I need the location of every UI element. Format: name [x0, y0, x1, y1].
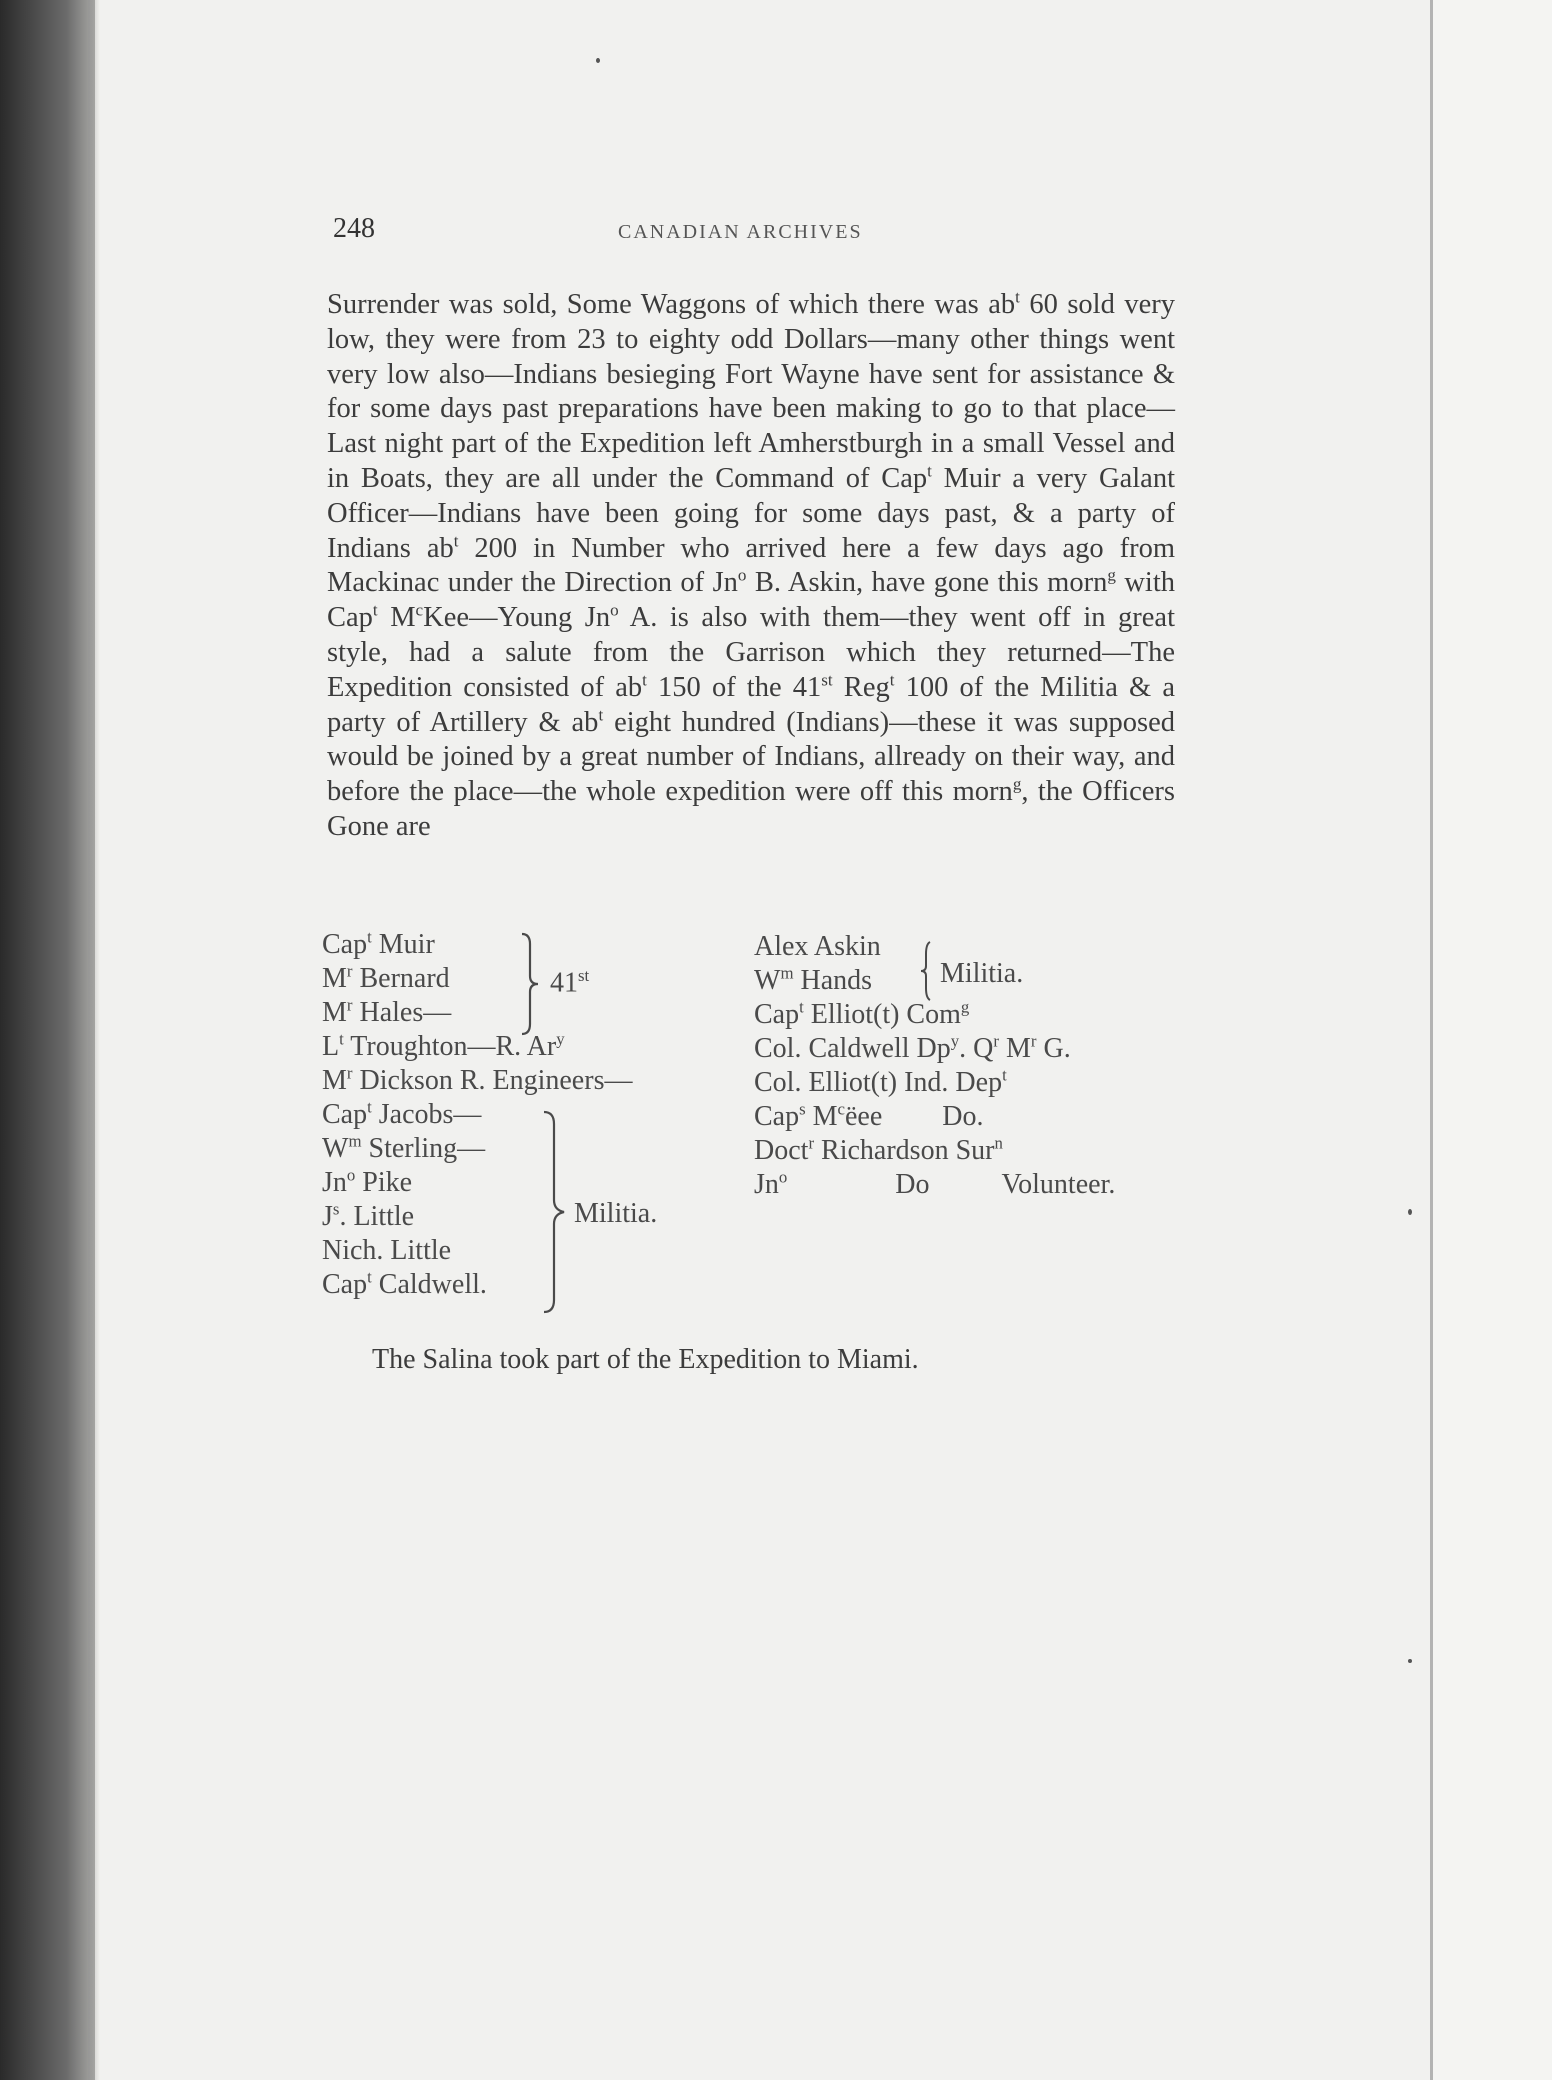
page-number: 248 — [333, 213, 375, 244]
officer-row: Cap$^t$ Jacobs— — [322, 1097, 482, 1130]
officer-row: Cap$^t$ Muir — [322, 927, 435, 960]
officer-row: $W^m$ Sterling— — [322, 1131, 486, 1164]
officer-row: $L^t$ Troughton—R. Ar$^y$ — [322, 1029, 565, 1062]
scan-speck — [1408, 1659, 1412, 1663]
officer-row: $W^m$ Hands — [754, 963, 873, 996]
officer-row: Cap$^t$ Elliot(t) Com$^g$ — [754, 997, 970, 1030]
group-militia-label-right: Militia. — [940, 958, 1024, 989]
group-militia-label-left: Militia. — [574, 1198, 658, 1229]
officer-row: Cap$^s$ $M^cëee$ Do. — [754, 1099, 984, 1132]
officer-row: $J^s$. Little — [322, 1199, 415, 1232]
gutter-gradient — [88, 0, 100, 2080]
page-header — [333, 213, 1178, 253]
book-spine-shadow — [0, 0, 95, 2080]
officer-row: Cap$^t$ Caldwell. — [322, 1267, 487, 1300]
officers-list-right — [754, 930, 1115, 1202]
scan-speck — [596, 58, 600, 63]
brace-41st — [518, 932, 542, 1036]
officer-row: $M^r$ Hales— — [322, 995, 452, 1028]
officer-row: Nich. Little — [322, 1235, 452, 1266]
closing-line: The Salina took part of the Expedition to Miami. — [372, 1344, 919, 1375]
brace-militia-left — [540, 1110, 568, 1314]
group-41st-label: 41st — [550, 966, 590, 999]
running-head: CANADIAN ARCHIVES — [618, 221, 863, 243]
body-paragraph: Surrender was sold, Some Waggons of which there was $ab^t$ 60 sold very low, they were from 23 to eighty odd Dollars—many other things went very low also—Indians besieging Fort Wayne have sent for assistance & for some days past preparations have been making to go to that place—Last night part of the Expedition left Amherstburgh in a small Vessel and in Boats, they are all under the Command of Cap$^t$ Muir a very Galant Officer—Indians have been going for some days past, & a party of Indians $ab^t$ 200 in Number who arrived here a few days ago from Mackinac under the Direction of Jn$^o$ B. Askin, have gone this morn$^g$ with Cap$^t$ $M^cKee—Young$ Jn$^o$ A. is also with them—they went off in great style, had a salute from the Garrison which they returned—The Expedition consisted of $ab^t$ 150 of the 41st Reg$^t$ 100 of the Militia & a party of Artillery & $ab^t$ eight hundred (Indians)—these it was supposed would be joined by a great number of Indians, allready on their way, and before the place—the whole expedition were off this morn$^g$, the Officers Gone are — [327, 287, 1176, 842]
officer-row: Jn$^o$ Do Volunteer. — [754, 1167, 1116, 1200]
officer-row: $M^r$ Dickson R. Engineers— — [322, 1063, 633, 1096]
officer-row: Col. Elliot(t) Ind. Dep$^t$ — [754, 1065, 1007, 1098]
officer-row: Col. Caldwell Dp$^y$. $Q^r$ $M^r$ G. — [754, 1031, 1071, 1064]
brace-militia-right — [918, 940, 934, 1002]
officer-row: $M^r$ Bernard — [322, 961, 450, 994]
officer-row: Doct$^r$ Richardson Sur$^n$ — [754, 1133, 1003, 1166]
officer-row: Alex Askin — [754, 931, 881, 962]
officer-row: Jn$^o$ Pike — [322, 1165, 413, 1198]
scan-speck — [1408, 1209, 1412, 1215]
adjacent-page-strip — [1433, 0, 1552, 2080]
